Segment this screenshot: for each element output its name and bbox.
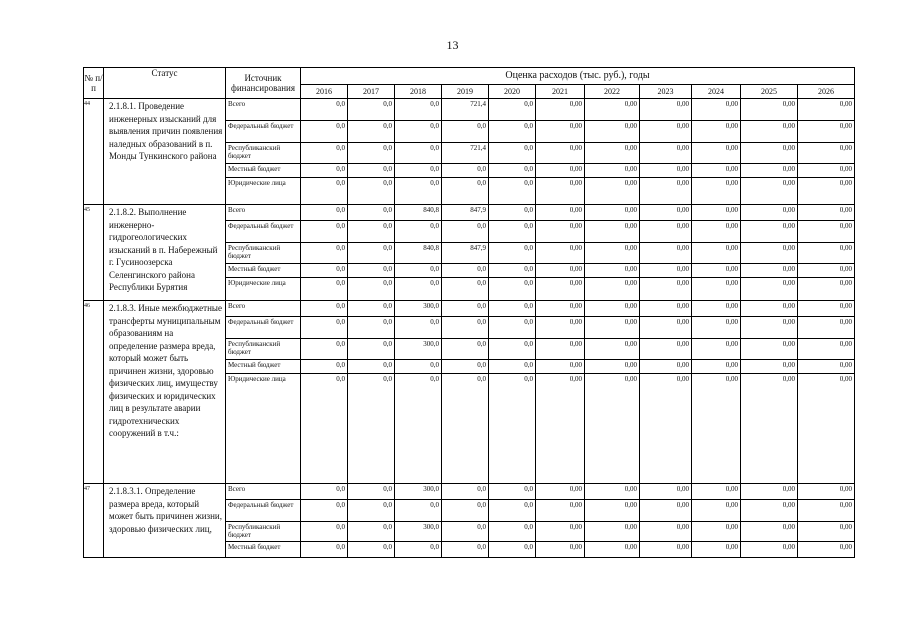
value-cell: 0,00 [692, 484, 741, 500]
value-cell: 0,00 [692, 301, 741, 317]
value-cell: 0,0 [442, 374, 489, 484]
value-cell: 0,00 [536, 522, 585, 542]
source-cell: Республиканский бюджет [226, 243, 301, 264]
value-cell: 0,0 [348, 164, 395, 178]
value-cell: 0,0 [301, 522, 348, 542]
value-cell: 0,00 [692, 374, 741, 484]
value-cell: 0,0 [442, 360, 489, 374]
value-cell: 0,00 [640, 484, 692, 500]
value-cell: 0,00 [692, 317, 741, 339]
value-cell: 0,0 [301, 121, 348, 143]
value-cell: 0,00 [741, 178, 798, 205]
value-cell: 0,00 [536, 243, 585, 264]
value-cell: 0,0 [489, 374, 536, 484]
value-cell: 0,00 [585, 121, 640, 143]
value-cell: 0,00 [585, 301, 640, 317]
value-cell: 0,00 [640, 121, 692, 143]
value-cell: 0,00 [741, 164, 798, 178]
year-header: 2023 [640, 85, 692, 99]
value-cell: 0,00 [798, 143, 855, 164]
value-cell: 0,00 [640, 178, 692, 205]
source-cell: Федеральный бюджет [226, 221, 301, 243]
value-cell: 0,00 [798, 121, 855, 143]
value-cell: 0,00 [585, 360, 640, 374]
value-cell: 0,00 [692, 264, 741, 278]
value-cell: 0,0 [348, 178, 395, 205]
value-cell: 0,00 [585, 178, 640, 205]
value-cell: 0,0 [489, 339, 536, 360]
value-cell: 0,00 [692, 542, 741, 558]
value-cell: 0,00 [585, 143, 640, 164]
value-cell: 0,00 [798, 205, 855, 221]
value-cell: 0,00 [692, 221, 741, 243]
value-cell: 0,00 [585, 278, 640, 301]
value-cell: 0,0 [395, 360, 442, 374]
value-cell: 0,00 [640, 99, 692, 121]
value-cell: 0,0 [442, 278, 489, 301]
value-cell: 0,0 [301, 243, 348, 264]
value-cell: 0,0 [489, 522, 536, 542]
value-cell: 0,0 [348, 243, 395, 264]
source-cell: Юридические лица [226, 278, 301, 301]
value-cell: 0,00 [798, 278, 855, 301]
value-cell: 0,00 [536, 339, 585, 360]
source-cell: Всего [226, 205, 301, 221]
value-cell: 0,0 [442, 121, 489, 143]
value-cell: 0,00 [741, 374, 798, 484]
value-cell: 0,00 [585, 221, 640, 243]
row-number: 45 [84, 205, 104, 301]
value-cell: 0,00 [798, 317, 855, 339]
value-cell: 0,00 [585, 500, 640, 522]
value-cell: 0,00 [741, 317, 798, 339]
value-cell: 0,00 [692, 205, 741, 221]
table-body [84, 99, 855, 558]
value-cell: 0,0 [489, 484, 536, 500]
value-cell: 0,00 [741, 143, 798, 164]
table-header [84, 68, 855, 99]
value-cell: 0,00 [536, 500, 585, 522]
value-cell: 0,00 [741, 360, 798, 374]
status-cell: 2.1.8.1. Проведение инженерных изысканий для выявления причин появления наледных образований в п. Монды Тункинского района [104, 99, 226, 205]
source-cell: Юридические лица [226, 374, 301, 484]
value-cell: 0,00 [741, 278, 798, 301]
source-cell: Местный бюджет [226, 542, 301, 558]
status-cell: 2.1.8.2. Выполнение инженерно-гидрогеологических изысканий в п. Набережный г. Гусиноозерска Селенгинского района Республики Бурятия [104, 205, 226, 301]
value-cell: 0,0 [348, 221, 395, 243]
value-cell: 0,00 [741, 264, 798, 278]
value-cell: 0,0 [395, 221, 442, 243]
value-cell: 0,0 [489, 221, 536, 243]
value-cell: 0,00 [741, 522, 798, 542]
value-cell: 0,0 [301, 500, 348, 522]
value-cell: 0,00 [798, 374, 855, 484]
value-cell: 0,0 [489, 264, 536, 278]
value-cell: 0,0 [301, 205, 348, 221]
value-cell: 0,00 [536, 99, 585, 121]
header-estimate: Оценка расходов (тыс. руб.), годы [301, 68, 855, 85]
value-cell: 0,00 [798, 264, 855, 278]
row-number: 47 [84, 484, 104, 558]
value-cell: 0,0 [395, 99, 442, 121]
source-cell: Всего [226, 99, 301, 121]
header-status: Статус [104, 68, 226, 99]
value-cell: 0,00 [692, 164, 741, 178]
value-cell: 0,00 [741, 484, 798, 500]
value-cell: 0,00 [692, 500, 741, 522]
value-cell: 0,0 [442, 542, 489, 558]
value-cell: 0,00 [640, 542, 692, 558]
year-header: 2021 [536, 85, 585, 99]
value-cell: 0,0 [301, 278, 348, 301]
value-cell: 0,00 [692, 522, 741, 542]
value-cell: 0,00 [536, 221, 585, 243]
value-cell: 300,0 [395, 301, 442, 317]
value-cell: 0,0 [348, 301, 395, 317]
value-cell: 0,00 [536, 484, 585, 500]
expenses-table [83, 67, 855, 558]
value-cell: 0,0 [489, 301, 536, 317]
value-cell: 0,00 [585, 164, 640, 178]
value-cell: 840,8 [395, 243, 442, 264]
value-cell: 0,0 [489, 205, 536, 221]
year-header: 2026 [798, 85, 855, 99]
value-cell: 0,00 [536, 143, 585, 164]
value-cell: 0,00 [640, 278, 692, 301]
value-cell: 0,0 [395, 264, 442, 278]
year-header: 2020 [489, 85, 536, 99]
value-cell: 0,00 [536, 301, 585, 317]
source-cell: Всего [226, 484, 301, 500]
value-cell: 0,0 [489, 542, 536, 558]
value-cell: 0,00 [692, 360, 741, 374]
value-cell: 0,00 [692, 339, 741, 360]
value-cell: 0,0 [348, 205, 395, 221]
value-cell: 0,00 [536, 264, 585, 278]
value-cell: 0,0 [442, 264, 489, 278]
value-cell: 0,0 [395, 278, 442, 301]
value-cell: 300,0 [395, 484, 442, 500]
source-cell: Республиканский бюджет [226, 339, 301, 360]
value-cell: 0,00 [640, 221, 692, 243]
value-cell: 0,00 [798, 243, 855, 264]
value-cell: 0,0 [301, 221, 348, 243]
value-cell: 0,0 [442, 522, 489, 542]
table-row [84, 99, 855, 121]
value-cell: 0,00 [798, 221, 855, 243]
header-source: Источник финансирования [226, 68, 301, 99]
source-cell: Республиканский бюджет [226, 143, 301, 164]
value-cell: 0,00 [798, 339, 855, 360]
value-cell: 0,0 [442, 339, 489, 360]
value-cell: 0,0 [442, 317, 489, 339]
value-cell: 0,00 [585, 243, 640, 264]
value-cell: 0,00 [798, 542, 855, 558]
value-cell: 0,0 [442, 221, 489, 243]
value-cell: 0,00 [585, 264, 640, 278]
status-cell: 2.1.8.3.1. Определение размера вреда, который может быть причинен жизни, здоровью физических лиц, [104, 484, 226, 558]
table-row [84, 205, 855, 221]
value-cell: 0,0 [301, 164, 348, 178]
value-cell: 300,0 [395, 339, 442, 360]
value-cell: 0,00 [585, 205, 640, 221]
value-cell: 0,00 [536, 542, 585, 558]
value-cell: 0,00 [741, 243, 798, 264]
value-cell: 0,0 [442, 484, 489, 500]
value-cell: 0,00 [536, 360, 585, 374]
value-cell: 0,00 [536, 205, 585, 221]
value-cell: 0,0 [301, 143, 348, 164]
value-cell: 0,00 [585, 484, 640, 500]
value-cell: 0,00 [640, 374, 692, 484]
value-cell: 0,0 [442, 500, 489, 522]
year-header: 2017 [348, 85, 395, 99]
value-cell: 0,0 [348, 264, 395, 278]
value-cell: 0,00 [640, 339, 692, 360]
value-cell: 0,0 [301, 542, 348, 558]
value-cell: 0,00 [536, 178, 585, 205]
value-cell: 0,00 [640, 143, 692, 164]
value-cell: 0,0 [489, 164, 536, 178]
value-cell: 0,00 [798, 164, 855, 178]
value-cell: 0,00 [798, 500, 855, 522]
value-cell: 0,0 [489, 500, 536, 522]
value-cell: 0,0 [348, 339, 395, 360]
value-cell: 847,9 [442, 243, 489, 264]
value-cell: 0,00 [585, 542, 640, 558]
header-num: № п/п [84, 68, 104, 99]
value-cell: 0,00 [741, 542, 798, 558]
value-cell: 0,0 [348, 374, 395, 484]
value-cell: 0,00 [536, 164, 585, 178]
value-cell: 0,0 [395, 500, 442, 522]
value-cell: 0,0 [348, 143, 395, 164]
value-cell: 0,0 [489, 99, 536, 121]
value-cell: 0,00 [741, 221, 798, 243]
source-cell: Местный бюджет [226, 164, 301, 178]
value-cell: 0,0 [301, 317, 348, 339]
value-cell: 0,0 [301, 360, 348, 374]
value-cell: 0,0 [489, 121, 536, 143]
value-cell: 0,0 [395, 143, 442, 164]
status-cell: 2.1.8.3. Иные межбюджетные трансферты муниципальным образованиям на определение размера вреда, который может быть причинен жизни, здоровью физических лиц, имуществу физических и юридических лиц в результате аварии гидротехнических сооружений в т.ч.: [104, 301, 226, 484]
source-cell: Федеральный бюджет [226, 500, 301, 522]
value-cell: 0,00 [640, 360, 692, 374]
value-cell: 0,0 [442, 178, 489, 205]
value-cell: 0,0 [489, 278, 536, 301]
value-cell: 0,00 [640, 500, 692, 522]
value-cell: 0,00 [640, 301, 692, 317]
value-cell: 0,0 [301, 178, 348, 205]
value-cell: 0,00 [741, 121, 798, 143]
value-cell: 0,00 [640, 243, 692, 264]
value-cell: 0,00 [640, 164, 692, 178]
value-cell: 0,00 [585, 99, 640, 121]
value-cell: 0,00 [640, 317, 692, 339]
value-cell: 0,00 [798, 178, 855, 205]
value-cell: 0,00 [741, 301, 798, 317]
value-cell: 0,00 [536, 121, 585, 143]
value-cell: 0,0 [348, 360, 395, 374]
value-cell: 0,00 [798, 99, 855, 121]
value-cell: 0,0 [348, 278, 395, 301]
value-cell: 0,0 [395, 542, 442, 558]
source-cell: Федеральный бюджет [226, 121, 301, 143]
value-cell: 0,0 [348, 522, 395, 542]
value-cell: 0,0 [442, 164, 489, 178]
value-cell: 0,00 [741, 339, 798, 360]
value-cell: 0,0 [395, 178, 442, 205]
value-cell: 0,0 [489, 360, 536, 374]
value-cell: 0,00 [585, 374, 640, 484]
source-cell: Республиканский бюджет [226, 522, 301, 542]
value-cell: 0,00 [640, 264, 692, 278]
value-cell: 0,0 [301, 339, 348, 360]
value-cell: 0,00 [692, 278, 741, 301]
table-row [84, 484, 855, 500]
value-cell: 0,00 [741, 99, 798, 121]
source-cell: Местный бюджет [226, 264, 301, 278]
value-cell: 0,0 [489, 178, 536, 205]
table-row [84, 301, 855, 317]
value-cell: 0,0 [301, 301, 348, 317]
value-cell: 0,0 [301, 99, 348, 121]
value-cell: 0,00 [798, 522, 855, 542]
year-header: 2025 [741, 85, 798, 99]
value-cell: 0,0 [348, 99, 395, 121]
value-cell: 721,4 [442, 99, 489, 121]
source-cell: Федеральный бюджет [226, 317, 301, 339]
value-cell: 0,00 [798, 360, 855, 374]
value-cell: 0,0 [348, 500, 395, 522]
value-cell: 0,00 [798, 301, 855, 317]
value-cell: 721,4 [442, 143, 489, 164]
value-cell: 0,00 [536, 317, 585, 339]
value-cell: 0,0 [301, 264, 348, 278]
row-number: 46 [84, 301, 104, 484]
value-cell: 0,00 [640, 205, 692, 221]
page-number: 13 [446, 38, 459, 52]
value-cell: 0,00 [640, 522, 692, 542]
year-header: 2019 [442, 85, 489, 99]
value-cell: 0,00 [692, 178, 741, 205]
value-cell: 0,00 [585, 522, 640, 542]
value-cell: 0,0 [395, 317, 442, 339]
year-header: 2016 [301, 85, 348, 99]
source-cell: Местный бюджет [226, 360, 301, 374]
value-cell: 0,00 [741, 205, 798, 221]
value-cell: 0,00 [692, 99, 741, 121]
value-cell: 0,0 [395, 374, 442, 484]
row-number: 44 [84, 99, 104, 205]
value-cell: 0,00 [692, 243, 741, 264]
value-cell: 0,0 [348, 121, 395, 143]
value-cell: 0,0 [301, 484, 348, 500]
year-header: 2022 [585, 85, 640, 99]
value-cell: 0,0 [395, 164, 442, 178]
value-cell: 847,9 [442, 205, 489, 221]
year-header: 2018 [395, 85, 442, 99]
value-cell: 0,0 [395, 121, 442, 143]
value-cell: 0,00 [585, 317, 640, 339]
value-cell: 0,0 [348, 542, 395, 558]
value-cell: 0,00 [692, 143, 741, 164]
value-cell: 300,0 [395, 522, 442, 542]
value-cell: 0,00 [536, 278, 585, 301]
value-cell: 0,0 [301, 374, 348, 484]
value-cell: 840,8 [395, 205, 442, 221]
value-cell: 0,00 [585, 339, 640, 360]
value-cell: 0,0 [489, 243, 536, 264]
source-cell: Юридические лица [226, 178, 301, 205]
value-cell: 0,0 [489, 317, 536, 339]
value-cell: 0,0 [489, 143, 536, 164]
value-cell: 0,0 [442, 301, 489, 317]
value-cell: 0,00 [798, 484, 855, 500]
value-cell: 0,0 [348, 317, 395, 339]
value-cell: 0,00 [692, 121, 741, 143]
value-cell: 0,0 [348, 484, 395, 500]
value-cell: 0,00 [536, 374, 585, 484]
value-cell: 0,00 [741, 500, 798, 522]
year-header: 2024 [692, 85, 741, 99]
source-cell: Всего [226, 301, 301, 317]
